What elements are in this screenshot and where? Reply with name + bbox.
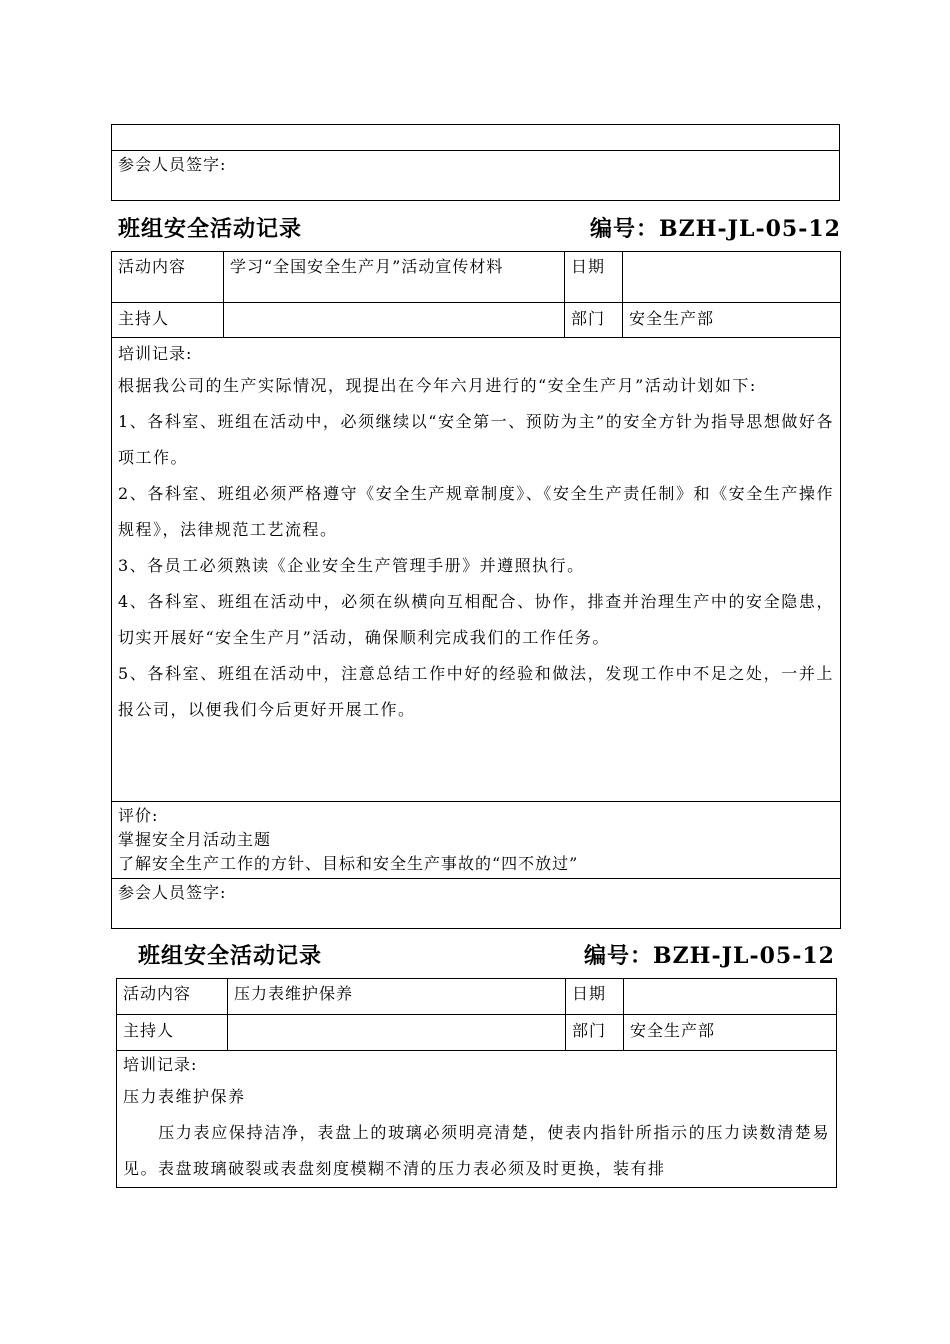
host-value: [224, 303, 565, 338]
sign-label: 参会人员签字:: [118, 883, 227, 902]
content-label: 活动内容: [112, 252, 224, 303]
dept-label: 部门: [566, 1015, 624, 1051]
training-label: 培训记录:: [123, 1055, 198, 1074]
record2-code: 编号：BZH-JL-05-12: [584, 943, 835, 969]
date-label: 日期: [565, 252, 623, 303]
content-value: 学习“全国安全生产月”活动宣传材料: [224, 252, 565, 303]
training-cell: [112, 338, 841, 802]
training-paragraph: 2、各科室、班组必须严格遵守《安全生产规章制度》、《安全生产责任制》和《安全生产操作规程》，法律规范工艺流程。: [118, 484, 834, 539]
record2-table: [116, 978, 837, 1188]
host-label: 主持人: [112, 303, 224, 338]
host-value: [228, 1015, 566, 1051]
content-label: 活动内容: [117, 979, 228, 1015]
record1-table: [111, 251, 841, 929]
training-paragraph: 压力表应保持洁净，表盘上的玻璃必须明亮清楚，使表内指针所指示的压力读数清楚易见。表盘玻璃破裂或表盘刻度模糊不清的压力表必须及时更换，装有排: [123, 1123, 830, 1178]
content-value: 压力表维护保养: [228, 979, 566, 1015]
dept-value: 安全生产部: [623, 303, 841, 338]
training-paragraph: 根据我公司的生产实际情况，现提出在今年六月进行的“安全生产月”活动计划如下:: [118, 376, 757, 395]
training-paragraph: 1、各科室、班组在活动中，必须继续以“安全第一、预防为主”的安全方针为指导思想做好各项工作。: [118, 412, 834, 467]
top-blank-row: [112, 125, 840, 151]
record1-code: 编号：BZH-JL-05-12: [590, 216, 841, 242]
evaluation-cell: [112, 802, 841, 879]
date-label: 日期: [566, 979, 624, 1015]
training-paragraph: 5、各科室、班组在活动中，注意总结工作中好的经验和做法，发现工作中不足之处，一并上报公司，以便我们今后更好开展工作。: [118, 664, 834, 719]
dept-label: 部门: [565, 303, 623, 338]
top-signature-table: [111, 124, 840, 201]
host-label: 主持人: [117, 1015, 228, 1051]
evaluation-line: 了解安全生产工作的方针、目标和安全生产事故的“四不放过”: [118, 854, 579, 873]
sign-label: 参会人员签字:: [118, 155, 227, 174]
training-subtitle: 压力表维护保养: [123, 1087, 246, 1106]
training-paragraph: 3、各员工必须熟读《企业安全生产管理手册》并遵照执行。: [118, 556, 585, 575]
record2-title: 班组安全活动记录: [138, 943, 323, 969]
training-cell: [117, 1051, 837, 1188]
date-value: [624, 979, 837, 1015]
sign-cell: [112, 879, 841, 929]
top-sign-cell: [112, 151, 840, 201]
record1-title: 班组安全活动记录: [118, 216, 303, 242]
date-value: [623, 252, 841, 303]
dept-value: 安全生产部: [624, 1015, 837, 1051]
evaluation-label: 评价:: [118, 806, 159, 825]
training-paragraph: 4、各科室、班组在活动中，必须在纵横向互相配合、协作，排查并治理生产中的安全隐患，切实开展好“安全生产月”活动，确保顺利完成我们的工作任务。: [118, 592, 834, 647]
training-label: 培训记录:: [118, 344, 193, 363]
evaluation-line: 掌握安全月活动主题: [118, 830, 272, 849]
